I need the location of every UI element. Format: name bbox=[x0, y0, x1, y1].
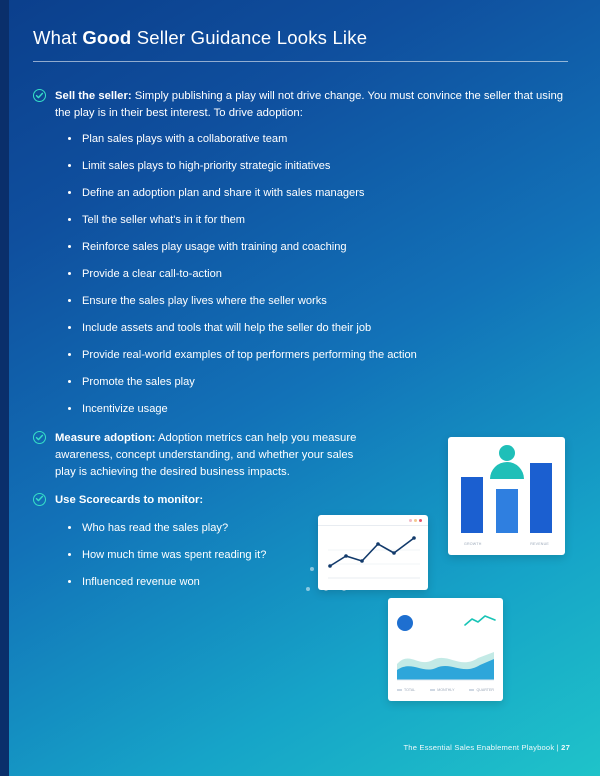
page-title-post: Seller Guidance Looks Like bbox=[131, 27, 368, 48]
footer-text: The Essential Sales Enablement Playbook | bbox=[403, 743, 562, 752]
check-circle-icon bbox=[33, 493, 46, 506]
avatar-dot-icon bbox=[397, 615, 413, 631]
section-text bbox=[55, 88, 570, 122]
list-item: Influenced revenue won bbox=[67, 575, 570, 589]
list-item: Plan sales plays with a collaborative team bbox=[67, 132, 570, 146]
section-sell-the-seller bbox=[33, 88, 570, 416]
footer-page-number: 27 bbox=[561, 743, 570, 752]
bullet-list-sell-the-seller bbox=[55, 132, 570, 416]
legend-item: GROWTH bbox=[464, 542, 482, 546]
list-item: Reinforce sales play usage with training and coaching bbox=[67, 240, 570, 254]
bar-chart-card bbox=[448, 437, 565, 555]
list-item: How much time was spent reading it? bbox=[67, 548, 570, 562]
bar-chart-legend bbox=[464, 542, 549, 546]
check-circle-icon bbox=[33, 89, 46, 102]
line-chart-card bbox=[318, 515, 428, 590]
section-heading: Measure adoption: bbox=[55, 432, 156, 445]
section-heading: Use Scorecards to monitor: bbox=[55, 493, 204, 506]
sparkline-icon bbox=[464, 614, 496, 628]
list-item: Provide real-world examples of top performers performing the action bbox=[67, 348, 570, 362]
list-item: Provide a clear call-to-action bbox=[67, 267, 570, 281]
area-chart-legend bbox=[397, 688, 494, 692]
page-title bbox=[33, 26, 570, 49]
list-item: Include assets and tools that will help the seller do their job bbox=[67, 321, 570, 335]
bar-chart-bars bbox=[461, 459, 552, 533]
legend-item: QUARTER bbox=[469, 688, 494, 692]
list-item: Define an adoption plan and share it with sales managers bbox=[67, 186, 570, 200]
page-title-pre: What bbox=[33, 27, 83, 48]
list-item: Limit sales plays to high-priority strategic initiatives bbox=[67, 159, 570, 173]
legend-item: REVENUE bbox=[530, 542, 549, 546]
area-chart-svg bbox=[388, 638, 503, 686]
window-controls-icon bbox=[409, 519, 422, 522]
dashboard-illustration bbox=[300, 415, 590, 715]
section-body: Simply publishing a play will not drive change. You must convince the seller that using the play is in their best interest. To drive adoption: bbox=[55, 90, 564, 120]
section-body: Adoption metrics can help you measure awareness, concept understanding, and whether your sales play is achieving the desired business impacts. bbox=[55, 432, 357, 479]
page-footer bbox=[403, 743, 570, 752]
list-item: Incentivize usage bbox=[67, 402, 570, 416]
bar bbox=[530, 463, 552, 533]
page-title-emphasis: Good bbox=[82, 27, 132, 48]
list-item: Who has read the sales play? bbox=[67, 521, 570, 535]
area-chart-card bbox=[388, 598, 503, 701]
bar bbox=[461, 477, 483, 533]
section-heading: Sell the seller: bbox=[55, 90, 132, 103]
line-chart-svg bbox=[318, 526, 428, 590]
title-divider bbox=[33, 61, 568, 62]
check-circle-icon bbox=[33, 431, 46, 444]
list-item: Tell the seller what's in it for them bbox=[67, 213, 570, 227]
bar bbox=[496, 489, 518, 533]
legend-item: TOTAL bbox=[397, 688, 415, 692]
legend-item: MONTHLY bbox=[430, 688, 454, 692]
card-titlebar bbox=[388, 598, 503, 609]
card-titlebar bbox=[318, 515, 428, 526]
list-item: Ensure the sales play lives where the seller works bbox=[67, 294, 570, 308]
list-item: Promote the sales play bbox=[67, 375, 570, 389]
